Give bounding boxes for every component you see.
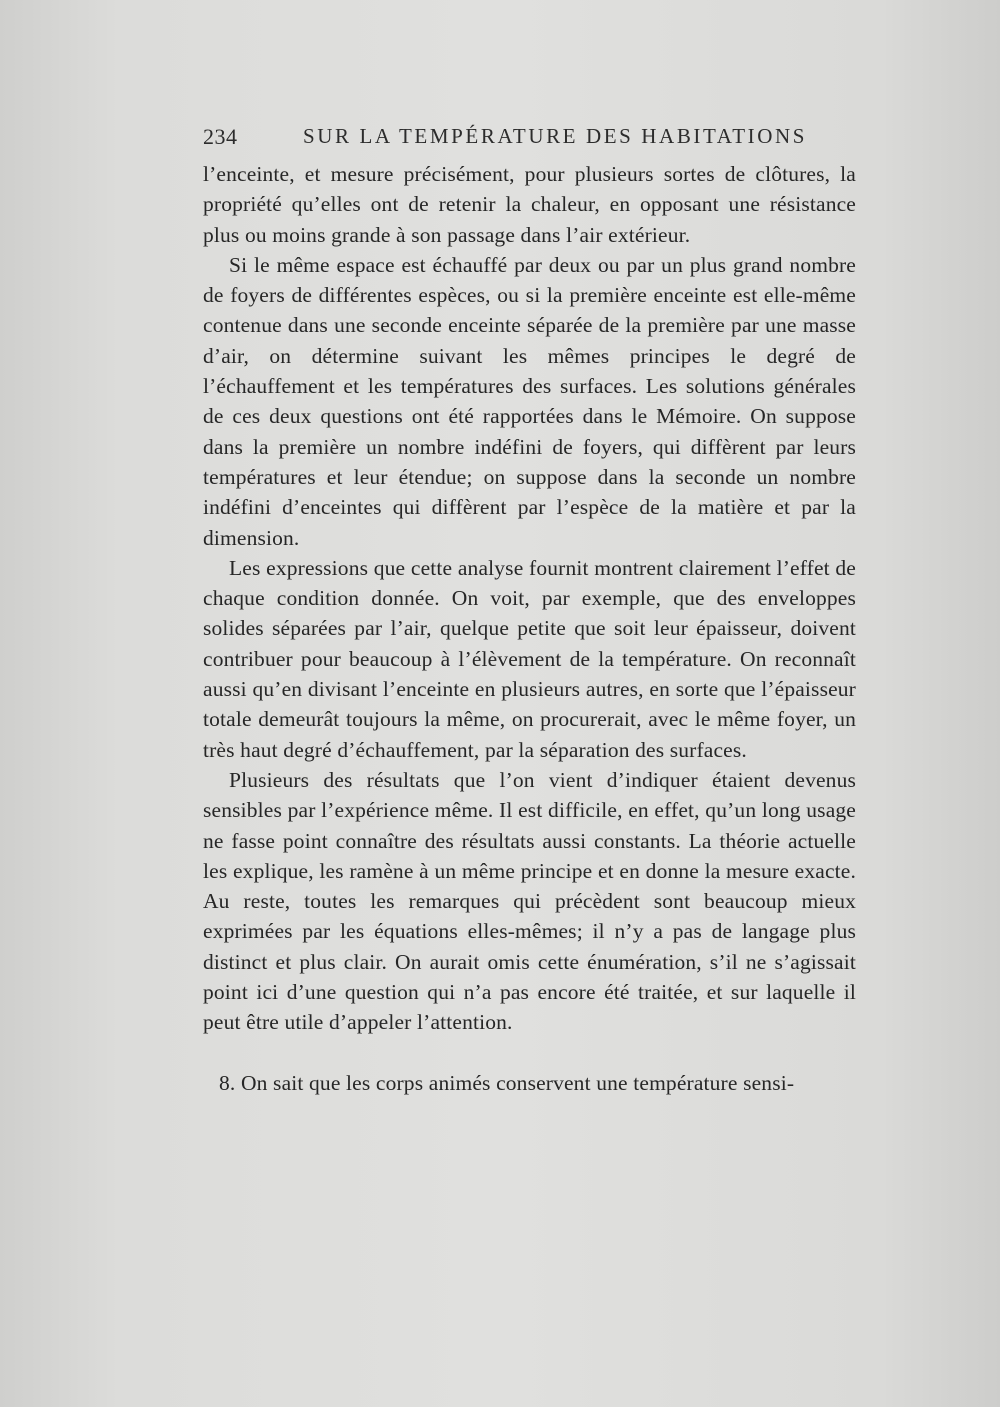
body-text: [203, 159, 856, 1098]
paragraph: Les expressions que cette analyse fournit montrent clairement l’effet de chaque condition donnée. On voit, par exemple, que des enveloppes solides séparées par l’air, quelque petite que soit leur épaisseur, doivent contribuer pour beaucoup à l’élèvement de la température. On reconnaît aussi qu’en divisant l’enceinte en plusieurs autres, en sorte que l’épaisseur totale demeurât toujours la même, on procurerait, avec le même foyer, un très haut degré d’échauffement, par la séparation des surfaces.: [203, 555, 856, 762]
page-number: 234: [203, 124, 238, 149]
running-head: [203, 124, 808, 154]
paragraph: Plusieurs des résultats que l’on vient d’indiquer étaient devenus sensibles par l’expérience même. Il est difficile, en effet, qu’un long usage ne fasse point connaître des résultats aussi constants. La théorie actuelle les explique, les ramène à un même principe et en donne la mesure exacte. Au reste, toutes les remarques qui précèdent sont beaucoup mieux exprimées par les équations elles-mêmes; il n’y a pas de langage plus distinct et plus clair. On aurait omis cette énumération, s’il ne s’agissait point ici d’une question qui n’a pas encore été traitée, et sur laquelle il peut être utile d’appeler l’attention.: [203, 767, 856, 1035]
paragraph-continuation: l’enceinte, et mesure précisément, pour plusieurs sortes de clôtures, la propriété qu’elles ont de retenir la chaleur, en opposant une résistance plus ou moins grande à son passage dans l’air extérieur.: [203, 162, 856, 247]
running-title: SUR LA TEMPÉRATURE DES HABITATIONS: [303, 124, 808, 148]
section-paragraph: 8. On sait que les corps animés conservent une température sensi-: [219, 1070, 795, 1095]
paragraph: Si le même espace est échauffé par deux ou par un plus grand nombre de foyers de différentes espèces, ou si la première enceinte est elle-même contenue dans une seconde enceinte séparée de la première par une masse d’air, on détermine suivant les mêmes principes le degré de l’échauffement et les températures des surfaces. Les solutions générales de ces deux questions ont été rapportées dans le Mémoire. On suppose dans la première un nombre indéfini de foyers, qui diffèrent par leurs températures et leur étendue; on suppose dans la seconde un nombre indéfini d’enceintes qui diffèrent par l’espèce de la matière et par la dimension.: [203, 252, 856, 550]
